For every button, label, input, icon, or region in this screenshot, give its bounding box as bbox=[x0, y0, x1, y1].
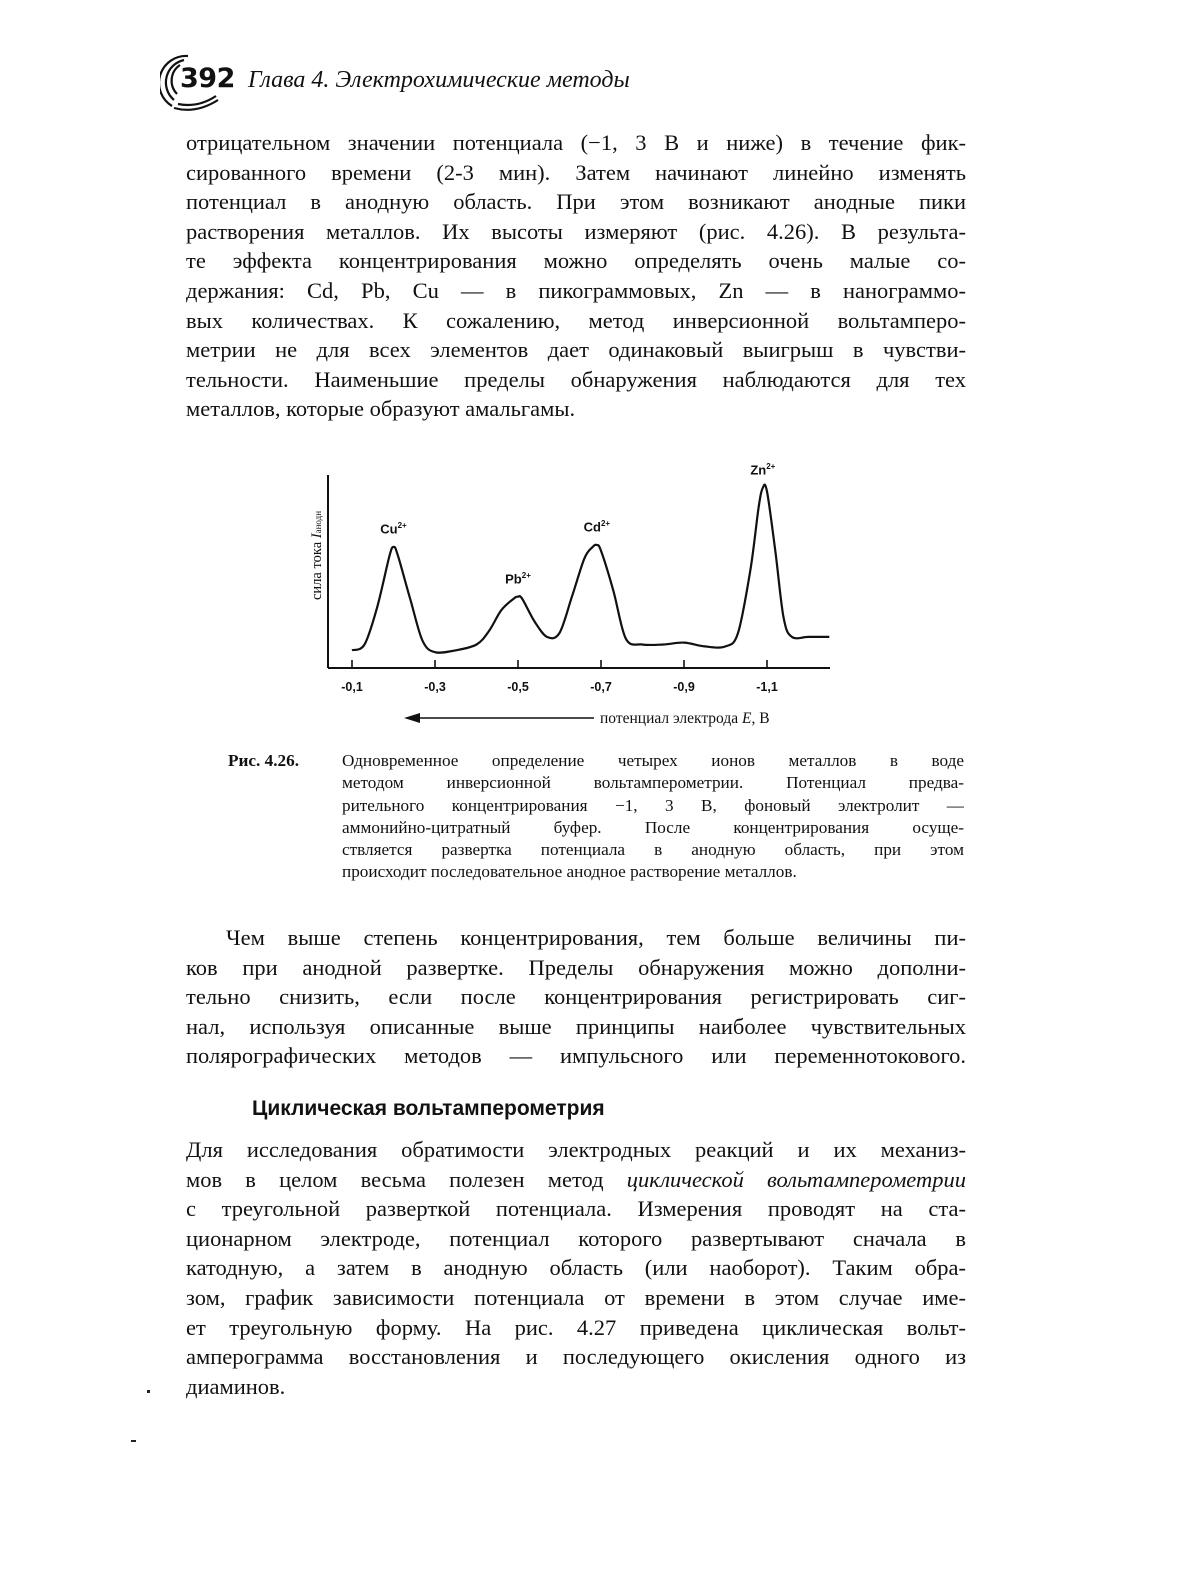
text-line bbox=[186, 1165, 966, 1195]
text-line: Чем выше степень концентрирования, тем больше величины пи- bbox=[226, 925, 966, 950]
x-axis-caption-unit: , В bbox=[751, 710, 770, 727]
text-line: зом, график зависимости потенциала от времени в этом случае име- bbox=[186, 1284, 966, 1310]
x-tick-label: -0,9 bbox=[673, 680, 695, 694]
x-tick-label: -0,7 bbox=[590, 680, 612, 694]
scan-speck bbox=[147, 1390, 150, 1393]
text-line: рительного концентрирования −1, 3 В, фоновый электролит — bbox=[342, 795, 964, 815]
peak-label-charge: 2+ bbox=[397, 520, 407, 530]
y-axis-label-symbol: I bbox=[309, 533, 325, 539]
text-line: держания: Cd, Pb, Cu — в пикограммовых, Zn — в нанограммо- bbox=[186, 277, 966, 303]
text-line: полярографических методов — импульсного или переменнотокового. bbox=[186, 1043, 966, 1069]
section-heading: Циклическая вольтамперометрия bbox=[252, 1097, 605, 1120]
text-line: методом инверсионной вольтамперометрии. Потенциал предва- bbox=[342, 773, 964, 793]
x-tick-label: -0,1 bbox=[341, 680, 363, 694]
running-head bbox=[160, 48, 680, 118]
text-line: металлов, которые образуют амальгамы. bbox=[186, 396, 576, 422]
text-line: диаминов. bbox=[186, 1373, 286, 1399]
x-axis-caption bbox=[600, 710, 770, 728]
text-line: амперограмма восстановления и последующего окисления одного из bbox=[186, 1344, 966, 1370]
text-line: тельности. Наименьшие пределы обнаружения наблюдаются для тех bbox=[186, 366, 966, 392]
peak-label-ion: Pb bbox=[505, 571, 522, 586]
text-line: те эффекта концентрирования можно определять очень малые со- bbox=[186, 248, 966, 274]
peak-label-ion: Cd bbox=[583, 519, 601, 535]
page-number: 392 bbox=[180, 63, 235, 94]
scan-speck bbox=[131, 1440, 136, 1442]
paragraph-3-rest bbox=[186, 1194, 966, 1401]
peak-label bbox=[584, 519, 610, 534]
peak-label-ion: Cu bbox=[380, 521, 398, 537]
emphasized-term: циклической вольтамперометрии bbox=[626, 1166, 966, 1192]
text-line: Одновременное определение четырех ионов металлов в воде bbox=[342, 751, 964, 770]
x-axis-caption-text: потенциал электрода bbox=[600, 710, 742, 727]
caption-body bbox=[342, 750, 964, 884]
peak-label bbox=[380, 521, 406, 536]
x-tick-label: -0,5 bbox=[507, 680, 529, 694]
direction-arrow-icon bbox=[404, 711, 604, 725]
peak-label-charge: 2+ bbox=[766, 461, 776, 471]
text-line: ствляется развертка потенциала в анодную область, при этом bbox=[342, 840, 964, 860]
figure-4-26 bbox=[300, 460, 860, 735]
x-axis-caption-symbol: E bbox=[741, 710, 752, 727]
peak-label-charge: 2+ bbox=[521, 570, 531, 580]
peak-label-ion: Zn bbox=[750, 461, 767, 477]
text-line: нал, используя описанные выше принципы наиболее чувствительных bbox=[186, 1013, 966, 1039]
text-line: ет треугольную форму. На рис. 4.27 приведена циклическая вольт- bbox=[186, 1314, 966, 1340]
paragraph-1 bbox=[186, 128, 966, 424]
y-axis-label-text: сила тока bbox=[309, 538, 325, 600]
y-axis-label bbox=[309, 511, 326, 600]
caption-label: Рис. 4.26. bbox=[228, 751, 299, 770]
text-line: Для исследования обратимости электродных реакций и их механиз- bbox=[186, 1137, 966, 1162]
text-line: тельно снизить, если после концентрирования регистрировать сиг- bbox=[186, 984, 966, 1010]
x-tick-label: -0,3 bbox=[424, 680, 446, 694]
text-line: метрии не для всех элементов дает одинаковый выигрыш в чувстви- bbox=[186, 337, 966, 363]
text-line: потенциал в анодную область. При этом возникают анодные пики bbox=[186, 189, 966, 215]
text-line: происходит последовательное анодное растворение металлов. bbox=[342, 862, 797, 882]
x-tick-label: -1,1 bbox=[756, 680, 778, 694]
text-line-start: мов в целом весьма полезен метод bbox=[186, 1166, 627, 1192]
y-axis-label-subscript: анодн bbox=[313, 510, 323, 534]
text-line: катодную, а затем в анодную область (или наоборот). Таким обра- bbox=[186, 1255, 966, 1281]
text-line: растворения металлов. Их высоты измеряют (рис. 4.26). В результа- bbox=[186, 218, 966, 244]
peak-label bbox=[750, 462, 775, 477]
peak-label bbox=[505, 571, 531, 586]
text-line: вых количествах. К сожалению, метод инверсионной вольтамперо- bbox=[186, 307, 966, 333]
peak-label-charge: 2+ bbox=[600, 519, 611, 529]
paragraph-2 bbox=[186, 923, 966, 1071]
text-line: ков при анодной развертке. Пределы обнаружения можно дополни- bbox=[186, 954, 966, 980]
chapter-title: Глава 4. Электрохимические методы bbox=[248, 67, 630, 93]
text-line: отрицательном значении потенциала (−1, 3 В и ниже) в течение фик- bbox=[186, 130, 966, 155]
text-line: сированного времени (2-3 мин). Затем начинают линейно изменять bbox=[186, 159, 966, 185]
text-line: с треугольной разверткой потенциала. Измерения проводят на ста- bbox=[186, 1196, 966, 1222]
text-line: аммонийно-цитратный буфер. После концентрирования осуще- bbox=[342, 817, 964, 837]
voltammogram-curve bbox=[352, 485, 829, 653]
text-line: ционарном электроде, потенциал которого развертывают сначала в bbox=[186, 1225, 966, 1251]
paragraph-3 bbox=[186, 1135, 966, 1401]
